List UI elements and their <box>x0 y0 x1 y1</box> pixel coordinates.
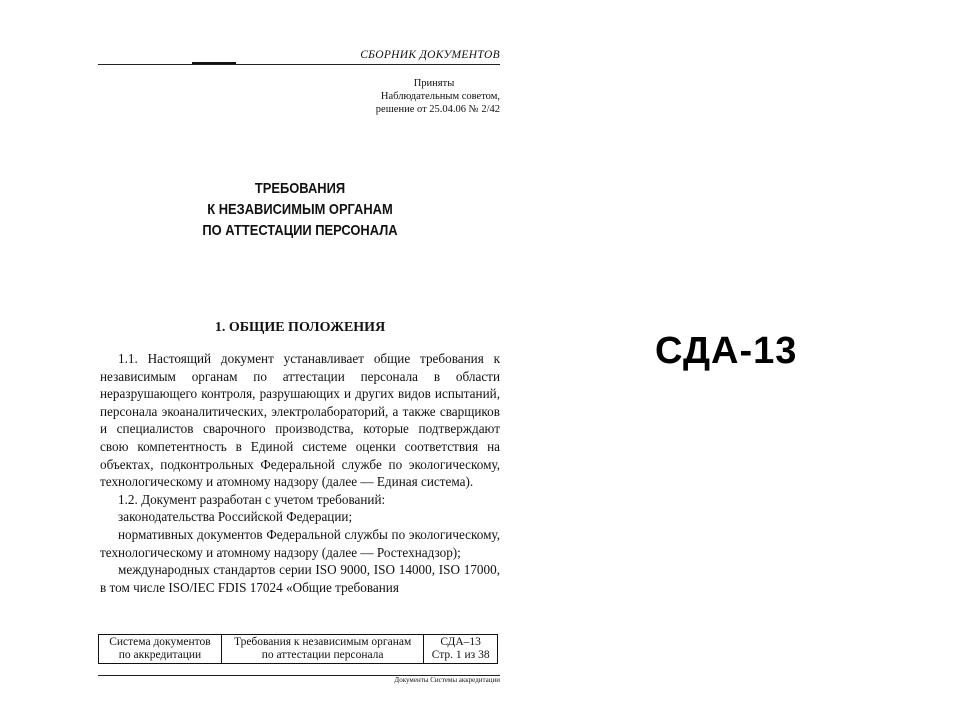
paragraph-1-1: 1.1. Настоящий документ устанавливает общие требования к независимым органам по аттестации персонала в области неразрушающего контроля, разрушающих и других видов испытаний, персонала экоаналитических, электролабораторий, а также сварщиков и специалистов сварочного производства, которые подтверждают свою компетентность в Единой системе оценки соответствия на объектах, подконтрольных Федеральной службе по экологическому, технологическому и атомному надзору (далее — Единая система). <box>100 351 500 490</box>
footer-system-name <box>99 635 222 664</box>
approval-line-1: Приняты <box>413 78 455 89</box>
paragraph-standards: международных стандартов серии ISO 9000, ISO 14000, ISO 17000, в том числе ISO/IEC FDIS 17024 «Общие требования <box>100 562 500 595</box>
footer-code-page <box>424 635 498 664</box>
document-code-label: СДА-13 <box>655 330 798 372</box>
footer-page-number: Стр. 1 из 38 <box>431 649 490 661</box>
top-rule <box>98 64 500 65</box>
top-rule-accent <box>192 62 236 64</box>
paragraph-1-2: 1.2. Документ разработан с учетом требований: <box>118 491 386 507</box>
footer-table <box>98 634 498 664</box>
footer-document-line-2: по аттестации персонала <box>261 649 384 661</box>
footer-document-name <box>221 635 423 664</box>
footer-code: СДА–13 <box>440 636 481 648</box>
footer-system-line-1: Система документов <box>109 636 211 648</box>
paragraph-legislation: законодательства Российской Федерации; <box>118 509 353 525</box>
body-text <box>100 350 500 596</box>
collection-header: СБОРНИК ДОКУМЕНТОВ <box>360 49 500 61</box>
document-title <box>188 178 412 241</box>
approval-block <box>330 77 500 116</box>
footer-system-line-2: по аккредитации <box>118 649 202 661</box>
approval-line-3: решение от 25.04.06 № 2/42 <box>375 104 500 115</box>
approval-line-2: Наблюдательным советом, <box>380 91 500 102</box>
bottom-caption: Документы Системы аккредитации <box>394 676 500 684</box>
document-title-line-2: К НЕЗАВИСИМЫМ ОРГАНАМ <box>207 201 393 218</box>
section-heading: 1. ОБЩИЕ ПОЛОЖЕНИЯ <box>214 320 386 335</box>
document-title-line-1: ТРЕБОВАНИЯ <box>254 180 346 197</box>
document-title-line-3: ПО АТТЕСТАЦИИ ПЕРСОНАЛА <box>202 222 398 239</box>
footer-document-line-1: Требования к независимым органам <box>233 636 412 648</box>
paragraph-normative-docs: нормативных документов Федеральной службы по экологическому, технологическому и атомному надзору (далее — Ростехнадзор); <box>100 526 500 560</box>
